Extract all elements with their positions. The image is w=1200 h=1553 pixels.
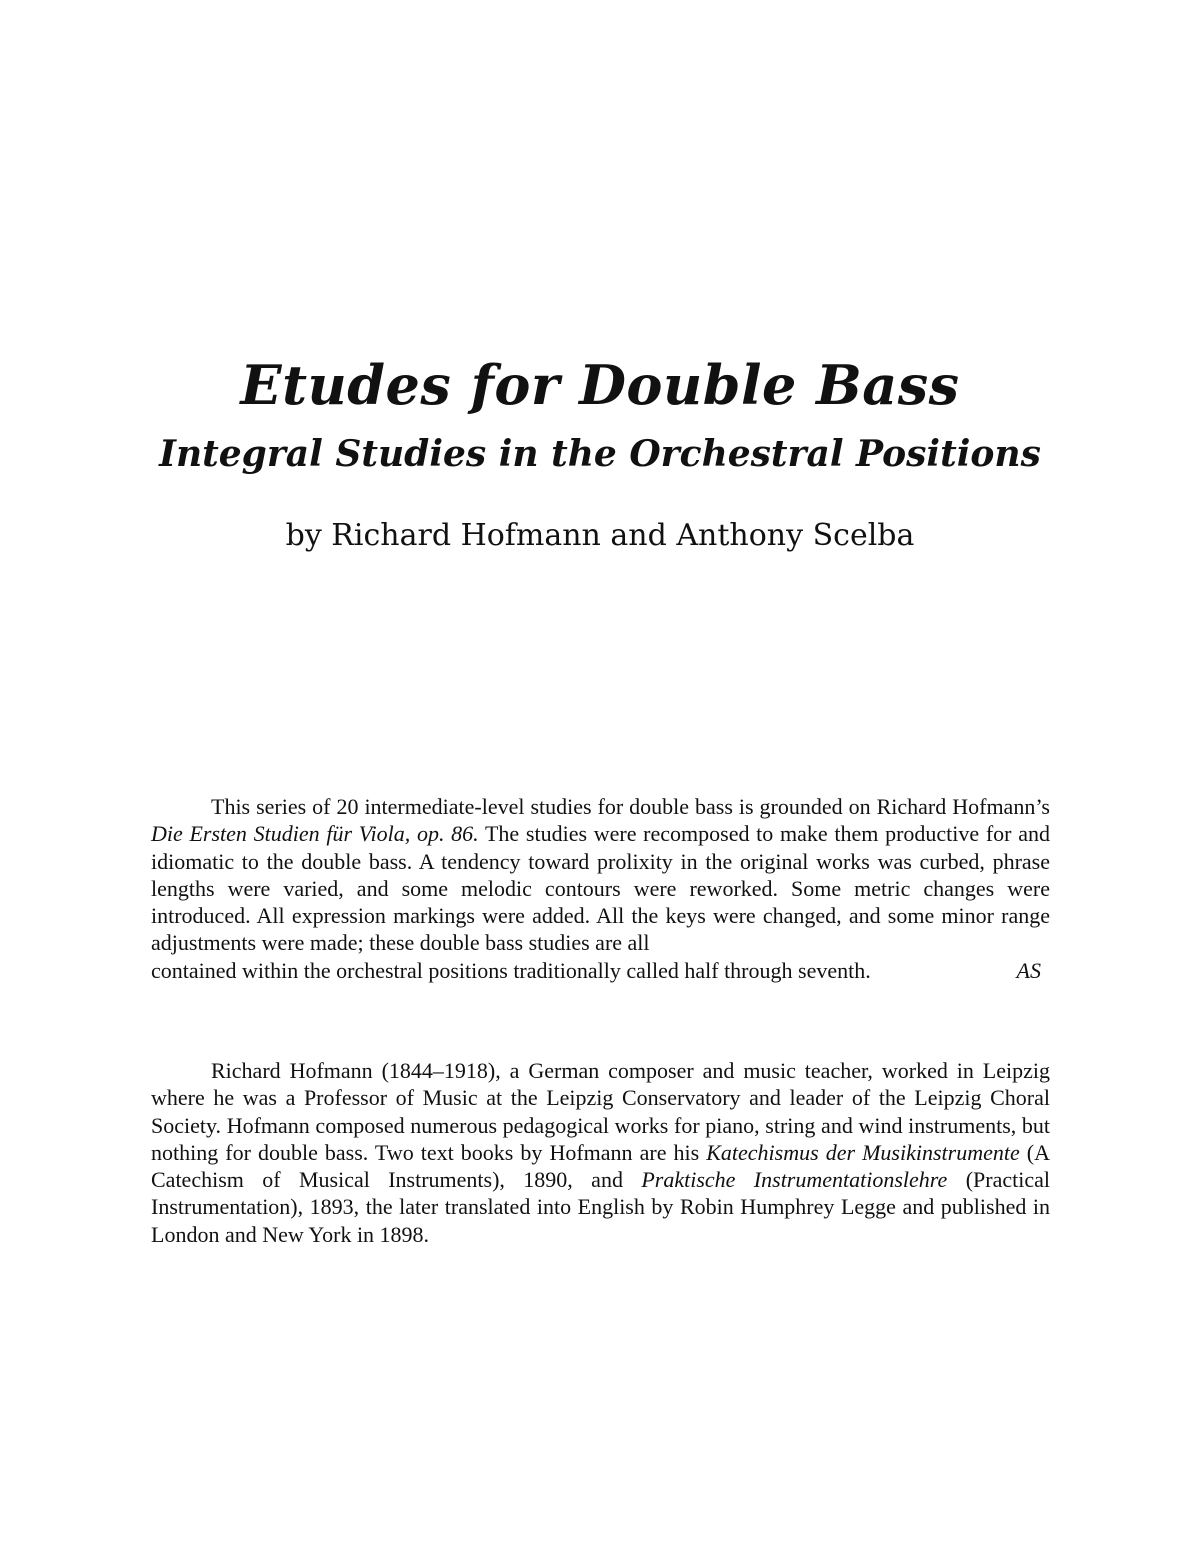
biography-paragraph [151, 1057, 1050, 1248]
intro-text-2: The studies were recomposed to make them productive for and idiomatic to the double bass. A tendency toward prolixity in the original works was curbed, phrase lengths were varied, and some melodic contours were reworked. Some metric changes were introduced. All expression markings were added. All the keys were changed, and some minor range adjustments were made; these double bass studies are all [151, 821, 1050, 956]
document-title: Etudes for Double Bass [240, 353, 960, 417]
intro-work-title: Die Ersten Studien für Viola, op. 86. [151, 821, 479, 847]
intro-closing-line [151, 957, 1050, 984]
bio-text-1: Richard Hofmann (1844–1918), a German composer and music teacher, worked in Leipzig where he was a Professor of Music at the Leipzig Conservatory and leader of the Leipzig Choral Society. Hofmann composed numerous pedagogical works for piano, string and wind instruments, but nothing for double bass. Two text books by Hofmann are his [151, 1058, 1050, 1165]
bio-text-2: (A Catechism of Musical Instruments), 1890, and [151, 1139, 1050, 1193]
document-subtitle: Integral Studies in the Orchestral Positions [159, 433, 1041, 475]
introduction-paragraph [151, 793, 1050, 984]
intro-text-1: This series of 20 intermediate-level studies for double bass is grounded on Richard Hofmann’s [211, 794, 1050, 819]
bio-text-3: (Practical Instrumentation), 1893, the later translated into English by Robin Humphrey Legge and published in London and New York in 1898. [151, 1167, 1050, 1247]
author-initials: AS [1016, 957, 1041, 983]
bio-book-title-1: Katechismus der Musikinstrumente [706, 1139, 1020, 1165]
bio-book-title-2: Praktische Instrumentationslehre [641, 1167, 948, 1193]
author-byline: by Richard Hofmann and Anthony Scelba [285, 518, 915, 553]
intro-last-line: contained within the orchestral positions traditionally called half through seventh. [151, 957, 871, 983]
